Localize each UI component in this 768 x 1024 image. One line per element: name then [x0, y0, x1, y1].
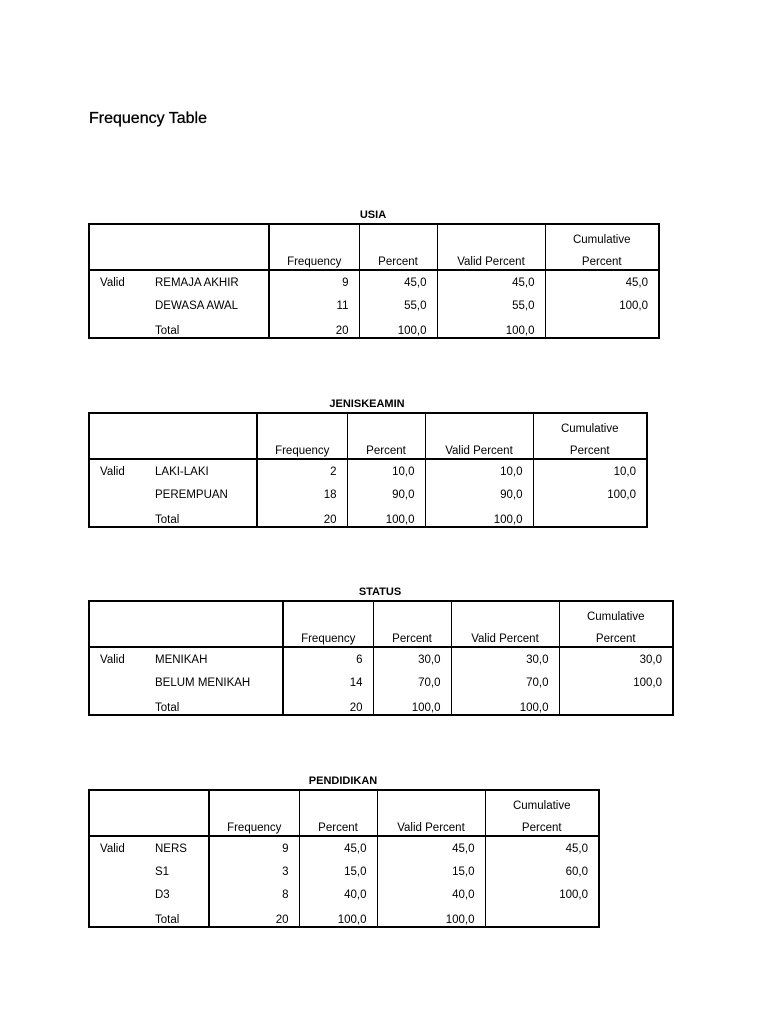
header-row — [89, 413, 647, 436]
percent-cell: 90,0 — [347, 483, 425, 506]
valid-percent-cell: 100,0 — [451, 694, 559, 715]
group-label: Valid — [100, 276, 125, 289]
header-cumulative-percent: Percent — [559, 624, 673, 647]
cumulative-cell: 100,0 — [619, 299, 648, 312]
cumulative-cell — [559, 694, 673, 715]
frequency-cell: 3 — [209, 860, 299, 883]
cumulative-cell — [485, 906, 599, 927]
group-label: Valid — [100, 465, 125, 478]
percent-cell: 45,0 — [359, 270, 437, 294]
header-cumulative: Cumulative — [586, 611, 645, 623]
header-row — [89, 247, 659, 270]
valid-percent-cell: 15,0 — [377, 860, 485, 883]
page-title: Frequency Table — [89, 110, 207, 127]
valid-percent-cell: 70,0 — [451, 671, 559, 694]
frequency-cell: 6 — [283, 647, 373, 671]
cumulative-cell: 30,0 — [639, 653, 662, 666]
percent-cell: 70,0 — [373, 671, 451, 694]
frequency-table-usia — [88, 208, 660, 339]
percent-cell: 40,0 — [299, 883, 377, 906]
header-row — [89, 601, 673, 624]
header-row — [89, 790, 599, 813]
percent-cell: 100,0 — [359, 317, 437, 338]
header-valid-percent: Valid Percent — [425, 436, 533, 459]
row-label: BELUM MENIKAH — [145, 671, 283, 694]
frequency-cell: 20 — [257, 506, 347, 527]
valid-percent-cell: 100,0 — [425, 506, 533, 527]
frequency-cell: 11 — [269, 294, 359, 317]
table-row-total — [89, 317, 659, 338]
header-valid-percent: Valid Percent — [451, 624, 559, 647]
row-label: LAKI-LAKI — [145, 459, 257, 483]
frequency-cell: 9 — [209, 836, 299, 860]
percent-cell: 10,0 — [347, 459, 425, 483]
valid-percent-cell: 10,0 — [425, 459, 533, 483]
percent-cell: 45,0 — [299, 836, 377, 860]
frequency-cell: 20 — [269, 317, 359, 338]
row-label: NERS — [145, 836, 209, 860]
table-row — [89, 647, 673, 671]
header-frequency: Frequency — [209, 813, 299, 836]
percent-cell: 55,0 — [359, 294, 437, 317]
valid-percent-cell: 30,0 — [451, 647, 559, 671]
header-cumulative: Cumulative — [512, 800, 571, 812]
valid-percent-cell: 45,0 — [437, 270, 545, 294]
table-row — [89, 270, 659, 294]
frequency-cell: 18 — [257, 483, 347, 506]
frequency-table-pendidikan — [88, 774, 600, 928]
cumulative-cell: 60,0 — [565, 865, 588, 878]
row-label: REMAJA AKHIR — [145, 270, 269, 294]
header-cumulative-percent: Percent — [545, 247, 659, 270]
frequency-cell: 8 — [209, 883, 299, 906]
cumulative-cell: 100,0 — [559, 888, 588, 901]
frequency-cell: 9 — [269, 270, 359, 294]
percent-cell: 30,0 — [373, 647, 451, 671]
header-percent: Percent — [347, 436, 425, 459]
table-row-total — [89, 694, 673, 715]
group-label: Valid — [100, 842, 125, 855]
cumulative-cell: 10,0 — [613, 465, 636, 478]
header-cumulative: Cumulative — [572, 234, 631, 246]
valid-percent-cell: 100,0 — [437, 317, 545, 338]
table — [88, 223, 660, 339]
frequency-cell: 20 — [209, 906, 299, 927]
valid-percent-cell: 100,0 — [377, 906, 485, 927]
cumulative-cell: 45,0 — [625, 276, 648, 289]
cumulative-cell: 100,0 — [607, 488, 636, 501]
table-title: USIA — [359, 209, 387, 221]
table-row-total — [89, 906, 599, 927]
group-label: Valid — [100, 653, 125, 666]
cumulative-cell: 100,0 — [633, 676, 662, 689]
header-row — [89, 224, 659, 247]
header-percent: Percent — [299, 813, 377, 836]
header-cumulative-percent: Percent — [533, 436, 647, 459]
cumulative-cell — [533, 506, 647, 527]
cumulative-cell: 45,0 — [565, 842, 588, 855]
percent-cell: 100,0 — [299, 906, 377, 927]
table-title: STATUS — [358, 586, 402, 598]
row-label: Total — [145, 317, 269, 338]
valid-percent-cell: 45,0 — [377, 836, 485, 860]
percent-cell: 100,0 — [347, 506, 425, 527]
valid-percent-cell: 55,0 — [437, 294, 545, 317]
row-label: Total — [145, 694, 283, 715]
header-percent: Percent — [373, 624, 451, 647]
table-row — [89, 483, 647, 506]
row-label: D3 — [145, 883, 209, 906]
table — [88, 412, 648, 528]
header-row — [89, 624, 673, 647]
header-cumulative-percent: Percent — [485, 813, 599, 836]
valid-percent-cell: 40,0 — [377, 883, 485, 906]
table-row-total — [89, 506, 647, 527]
row-label: Total — [145, 906, 209, 927]
valid-percent-cell: 90,0 — [425, 483, 533, 506]
table-title: JENISKEAMIN — [329, 398, 405, 410]
header-frequency: Frequency — [269, 247, 359, 270]
table-title: PENDIDIKAN — [308, 775, 378, 787]
header-frequency: Frequency — [257, 436, 347, 459]
frequency-cell: 14 — [283, 671, 373, 694]
frequency-table-status — [88, 585, 674, 716]
frequency-cell: 20 — [283, 694, 373, 715]
row-label: Total — [145, 506, 257, 527]
row-label: MENIKAH — [145, 647, 283, 671]
percent-cell: 15,0 — [299, 860, 377, 883]
header-percent: Percent — [359, 247, 437, 270]
header-cumulative: Cumulative — [560, 423, 619, 435]
cumulative-cell — [545, 317, 659, 338]
table-row — [89, 459, 647, 483]
row-label: S1 — [145, 860, 209, 883]
table — [88, 789, 600, 928]
table-row — [89, 836, 599, 860]
table-row — [89, 671, 673, 694]
percent-cell: 100,0 — [373, 694, 451, 715]
table-row — [89, 860, 599, 883]
table-row — [89, 294, 659, 317]
header-row — [89, 436, 647, 459]
row-label: DEWASA AWAL — [145, 294, 269, 317]
frequency-cell: 2 — [257, 459, 347, 483]
table — [88, 600, 674, 716]
header-row — [89, 813, 599, 836]
header-valid-percent: Valid Percent — [437, 247, 545, 270]
table-row — [89, 883, 599, 906]
header-valid-percent: Valid Percent — [377, 813, 485, 836]
frequency-table-jeniskeamin — [88, 397, 648, 528]
header-frequency: Frequency — [283, 624, 373, 647]
row-label: PEREMPUAN — [145, 483, 257, 506]
